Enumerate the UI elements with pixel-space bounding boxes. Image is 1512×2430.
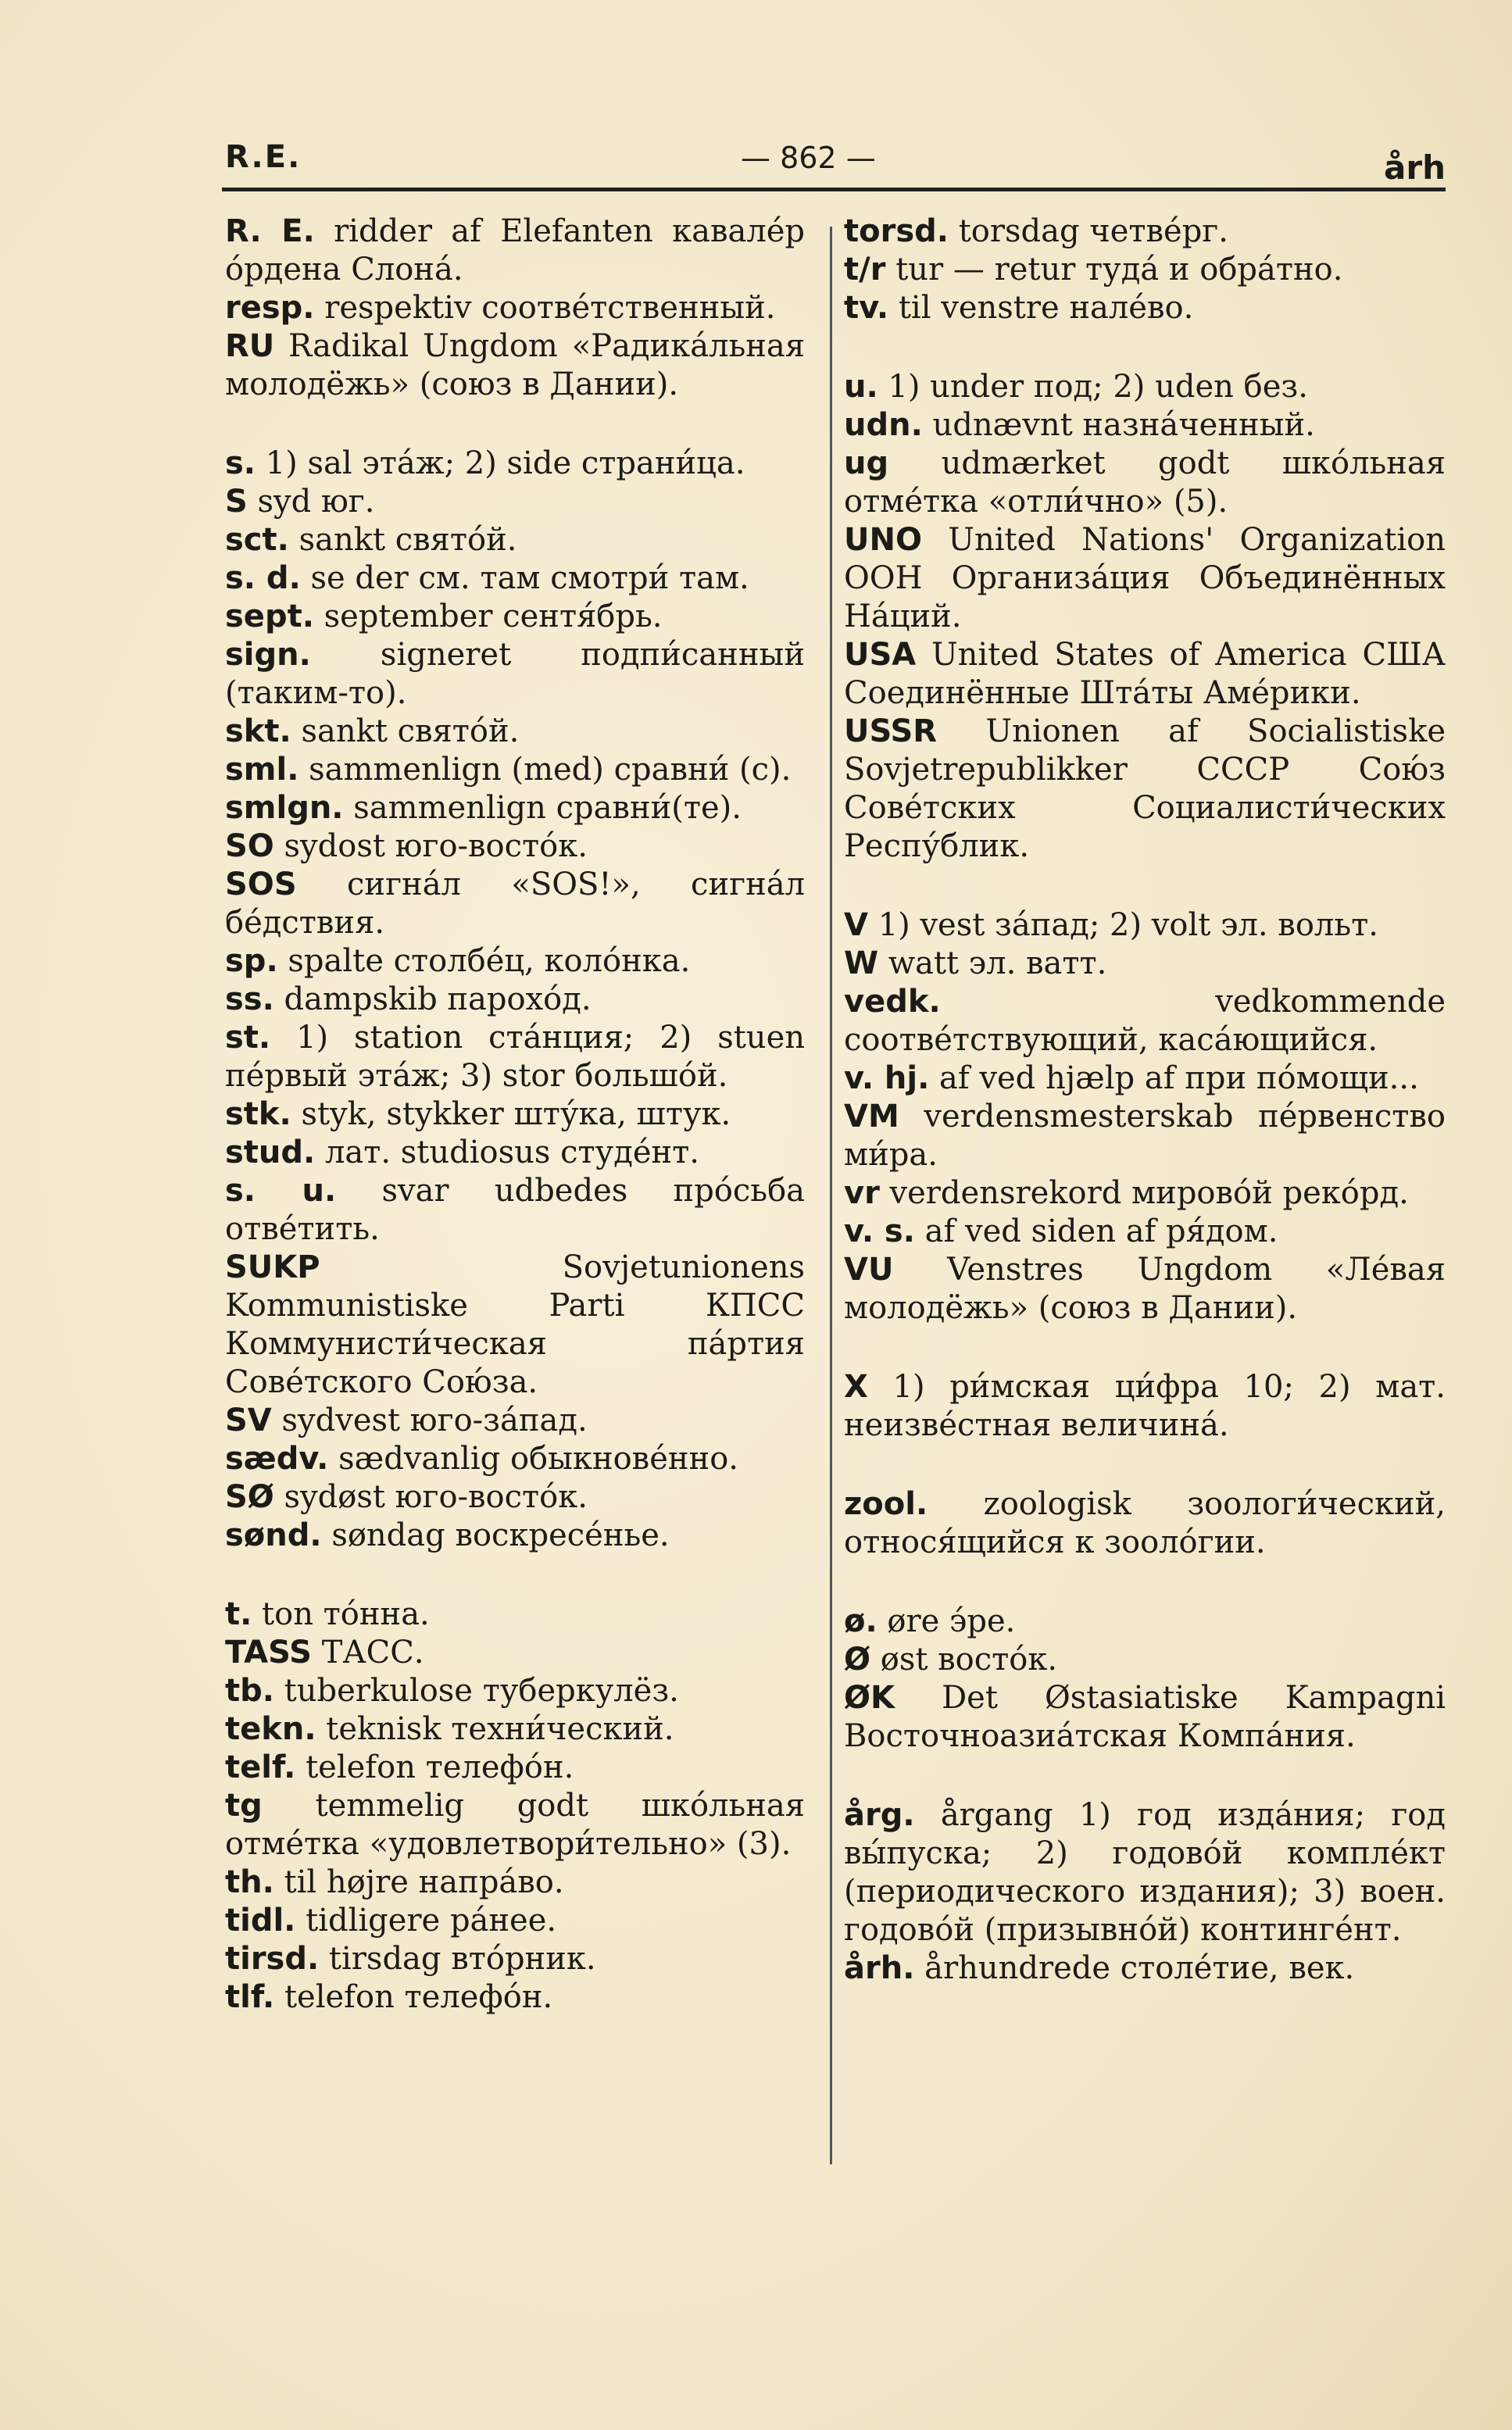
dictionary-entry: [844, 406, 1446, 445]
page-number: — 862 —: [741, 141, 876, 175]
entry-headword: sp.: [225, 943, 278, 979]
dictionary-entry: [225, 713, 805, 751]
entry-definition: temmelig godt шко́льная отме́тка «удовлетвори́тельно» (3).: [225, 1788, 805, 1862]
entry-headword: X: [844, 1369, 868, 1405]
dictionary-entry: [844, 445, 1446, 521]
entry-definition: torsdag четве́рг.: [958, 213, 1228, 249]
entry-definition: se der см. там смотри́ там.: [310, 560, 749, 596]
entry-headword: vedk.: [844, 984, 941, 1020]
entry-definition: tuberkulose туберкулёз.: [284, 1673, 679, 1709]
dictionary-entry: [844, 1251, 1446, 1328]
dictionary-entry: [225, 1864, 805, 1902]
entry-definition: tidligere ра́нее.: [306, 1903, 557, 1939]
entry-headword: sønd.: [225, 1517, 322, 1553]
dictionary-entry: [225, 1634, 805, 1672]
entry-definition: spalte столбе́ц, коло́нка.: [288, 943, 691, 979]
entry-headword: v. hj.: [844, 1060, 930, 1096]
entry-headword: USSR: [844, 713, 938, 749]
entry-headword: SO: [225, 828, 274, 864]
dictionary-entry: [225, 1978, 805, 2017]
entry-headword: tv.: [844, 290, 889, 326]
entry-headword: stud.: [225, 1135, 316, 1170]
dictionary-entry: [225, 866, 805, 942]
entry-definition: sædvanlig обыкнове́нно.: [338, 1441, 738, 1477]
entry-definition: Det Østasiatiske Kampagni Восточноазиа́тская Компа́ния.: [844, 1680, 1446, 1754]
entry-definition: Radikal Ungdom «Радика́льная молодёжь» (союз в Дании).: [225, 328, 805, 402]
entry-headword: vr: [844, 1175, 880, 1211]
dictionary-entry: [225, 1249, 805, 1402]
entry-headword: u.: [844, 369, 878, 405]
entry-headword: årg.: [844, 1797, 915, 1833]
dictionary-entry: [225, 213, 805, 289]
dictionary-entry: [225, 289, 805, 327]
entry-headword: ØK: [844, 1680, 895, 1716]
entry-definition: udnævnt назна́ченный.: [932, 407, 1315, 443]
section-gap: [225, 1555, 805, 1596]
entry-definition: teknisk техни́ческий.: [326, 1711, 674, 1747]
dictionary-entry: [225, 789, 805, 827]
entry-headword: s. u.: [225, 1173, 337, 1209]
entry-definition: svar udbedes про́сьба отве́тить.: [225, 1173, 805, 1247]
entry-headword: Ø: [844, 1642, 871, 1678]
dictionary-entry: [225, 598, 805, 636]
entry-definition: syd юг.: [257, 484, 375, 520]
entry-headword: ø.: [844, 1603, 878, 1639]
dictionary-entry: [225, 445, 805, 483]
entry-headword: RU: [225, 328, 275, 364]
entry-headword: sædv.: [225, 1441, 329, 1477]
dictionary-entry: [225, 827, 805, 866]
dictionary-entry: [225, 1440, 805, 1478]
entry-definition: telefon телефо́н.: [284, 1979, 553, 2015]
dictionary-entry: [225, 1134, 805, 1172]
entry-headword: s.: [225, 445, 256, 481]
entry-definition: сигна́л «SOS!», сигна́л бе́дствия.: [225, 867, 805, 941]
column-divider: [830, 227, 832, 2164]
dictionary-entry: [844, 1796, 1446, 1949]
entry-headword: SØ: [225, 1479, 274, 1515]
entry-definition: sydost юго-восто́к.: [284, 828, 588, 864]
entry-headword: udn.: [844, 407, 923, 443]
entry-headword: t.: [225, 1596, 252, 1632]
header-left-headword: R.E.: [225, 139, 302, 175]
dictionary-entry: [844, 251, 1446, 289]
entry-definition: sydøst юго-восто́к.: [284, 1479, 588, 1515]
entry-headword: R. E.: [225, 213, 315, 249]
entry-headword: resp.: [225, 290, 315, 326]
dictionary-entry: [225, 1172, 805, 1249]
entry-definition: øst восто́к.: [880, 1642, 1058, 1678]
entry-headword: VU: [844, 1252, 894, 1288]
entry-headword: tlf.: [225, 1979, 275, 2015]
entry-definition: århundrede столе́тие, век.: [924, 1950, 1355, 1986]
entry-headword: TASS: [225, 1635, 312, 1671]
entry-definition: til højre напра́во.: [284, 1864, 564, 1900]
entry-definition: 1) station ста́нция; 2) stuen пе́рвый эта́ж; 3) stor большо́й.: [225, 1020, 805, 1094]
entry-definition: 1) vest за́пад; 2) volt эл. вольт.: [878, 907, 1378, 943]
entry-headword: st.: [225, 1020, 271, 1056]
entry-headword: t/r: [844, 252, 886, 288]
entry-definition: årgang 1) год изда́ния; год вы́пуска; 2) годово́й компле́кт (периодического издания); 3) воен. годово́й (призывно́й) континге́нт.: [844, 1797, 1446, 1948]
dictionary-entry: [844, 713, 1446, 866]
entry-definition: sammenlign (med) сравни́ (с).: [309, 752, 792, 788]
dictionary-entry: [844, 368, 1446, 406]
entry-headword: S: [225, 484, 248, 520]
entry-headword: v. s.: [844, 1213, 915, 1249]
entry-definition: af ved hjælp af при по́мощи...: [939, 1060, 1419, 1096]
dictionary-entry: [225, 1787, 805, 1864]
entry-headword: th.: [225, 1864, 274, 1900]
dictionary-entry: [225, 521, 805, 559]
entry-headword: ug: [844, 445, 889, 481]
dictionary-entry: [844, 1603, 1446, 1641]
entry-definition: signeret подпи́санный (таким-то).: [225, 637, 805, 711]
entry-definition: verdensmesterskab пе́рвенство ми́ра.: [844, 1099, 1446, 1173]
entry-headword: sct.: [225, 522, 289, 558]
entry-definition: ton то́нна.: [262, 1596, 430, 1632]
dictionary-entry: [225, 942, 805, 981]
entry-definition: af ved siden af ря́дом.: [924, 1213, 1278, 1249]
entry-definition: 1) ри́мская ци́фра 10; 2) мат. неизве́стная величина́.: [844, 1369, 1446, 1443]
dictionary-entry: [844, 1949, 1446, 1988]
dictionary-entry: [225, 1019, 805, 1095]
entry-definition: ТАСС.: [321, 1635, 424, 1671]
dictionary-entry: [844, 906, 1446, 945]
entry-headword: s. d.: [225, 560, 301, 596]
dictionary-entry: [225, 636, 805, 713]
entry-definition: tur — retur туда́ и обра́тно.: [895, 252, 1343, 288]
dictionary-entry: [844, 289, 1446, 327]
entry-definition: Venstres Ungdom «Ле́вая молодёжь» (союз в Дании).: [844, 1252, 1446, 1326]
entry-headword: telf.: [225, 1749, 296, 1785]
entry-definition: udmærket godt шко́льная отме́тка «отли́чно» (5).: [844, 445, 1446, 520]
entry-headword: tg: [225, 1788, 263, 1824]
entry-definition: 1) under под; 2) uden без.: [888, 369, 1308, 405]
section-gap: [844, 1328, 1446, 1368]
dictionary-entry: [225, 1672, 805, 1710]
entry-headword: smlgn.: [225, 790, 344, 826]
entry-headword: skt.: [225, 713, 291, 749]
section-gap: [844, 327, 1446, 368]
entry-definition: til venstre нале́во.: [898, 290, 1194, 326]
entry-definition: respektiv соотве́тственный.: [324, 290, 776, 326]
dictionary-entry: [225, 559, 805, 598]
entry-definition: zoologisk зоологи́ческий, относя́щийся к зооло́гии.: [844, 1486, 1446, 1560]
entry-definition: sankt свято́й.: [298, 522, 517, 558]
entry-headword: ss.: [225, 981, 274, 1017]
entry-headword: tidl.: [225, 1903, 296, 1939]
section-gap: [844, 1445, 1446, 1485]
section-gap: [844, 1756, 1446, 1796]
entry-headword: tekn.: [225, 1711, 316, 1747]
dictionary-entry: [225, 1478, 805, 1517]
entry-definition: Unionen af Socialistiske Sovjetrepublikker СССР Сою́з Сове́тских Социалисти́ческих Респу́блик.: [844, 713, 1446, 864]
entry-headword: zool.: [844, 1486, 928, 1522]
dictionary-entry: [225, 981, 805, 1019]
entry-definition: United Nations' Organization ООН Организа́ция Объединённых На́ций.: [844, 522, 1446, 634]
section-gap: [225, 404, 805, 445]
entry-definition: United States of America США Соединённые Шта́ты Аме́рики.: [844, 637, 1446, 711]
entry-headword: VM: [844, 1099, 899, 1135]
right-column: [844, 213, 1446, 1988]
dictionary-entry: [844, 1060, 1446, 1098]
dictionary-entry: [225, 1749, 805, 1787]
entry-headword: torsd.: [844, 213, 949, 249]
entry-definition: Sovjetunionens Kommunistiske Parti КПСС Коммунисти́ческая па́ртия Сове́тского Сою́за.: [225, 1249, 805, 1400]
dictionary-entry: [225, 1095, 805, 1134]
section-gap: [844, 1562, 1446, 1603]
dictionary-entry: [225, 1402, 805, 1440]
entry-definition: ridder af Elefanten кавале́р о́рдена Слона́.: [225, 213, 805, 288]
dictionary-entry: [225, 1596, 805, 1634]
dictionary-entry: [225, 483, 805, 521]
entry-headword: sept.: [225, 599, 314, 634]
dictionary-entry: [844, 636, 1446, 713]
dictionary-entry: [844, 945, 1446, 983]
entry-definition: sankt свято́й.: [301, 713, 520, 749]
entry-definition: september сентя́брь.: [323, 599, 663, 634]
entry-headword: W: [844, 945, 879, 981]
entry-headword: SOS: [225, 867, 297, 902]
left-column: [225, 213, 805, 2017]
entry-headword: USA: [844, 637, 917, 673]
dictionary-entry: [844, 1368, 1446, 1445]
dictionary-entry: [225, 327, 805, 404]
entry-definition: styk, stykker шту́ка, штук.: [301, 1096, 731, 1132]
entry-definition: sammenlign сравни́(те).: [353, 790, 742, 826]
dictionary-entry: [225, 1940, 805, 1978]
entry-headword: SUKP: [225, 1249, 320, 1285]
entry-headword: sml.: [225, 752, 299, 788]
dictionary-entry: [844, 521, 1446, 636]
section-gap: [844, 866, 1446, 906]
entry-definition: vedkommende соотве́тствующий, каса́ющийся.: [844, 984, 1446, 1058]
entry-definition: 1) sal эта́ж; 2) side страни́ца.: [265, 445, 745, 481]
dictionary-entry: [844, 1679, 1446, 1756]
page-header: [225, 139, 1446, 186]
entry-headword: UNO: [844, 522, 922, 558]
dictionary-entry: [844, 213, 1446, 251]
entry-headword: V: [844, 907, 868, 943]
header-rule: [222, 188, 1446, 191]
entry-definition: tirsdag вто́рник.: [328, 1941, 596, 1977]
entry-definition: лат. studiosus студе́нт.: [324, 1135, 700, 1170]
entry-headword: SV: [225, 1403, 272, 1438]
entry-definition: søndag воскресе́нье.: [331, 1517, 670, 1553]
dictionary-entry: [844, 1485, 1446, 1562]
entry-headword: tirsd.: [225, 1941, 320, 1977]
entry-headword: stk.: [225, 1096, 291, 1132]
entry-headword: årh.: [844, 1950, 915, 1986]
dictionary-entry: [225, 1710, 805, 1749]
dictionary-entry: [844, 1098, 1446, 1174]
dictionary-entry: [225, 1517, 805, 1555]
dictionary-entry: [844, 1213, 1446, 1251]
dictionary-entry: [844, 1174, 1446, 1213]
entry-definition: sydvest юго-за́пад.: [281, 1403, 588, 1438]
header-right-headword: årh: [1384, 148, 1446, 187]
entry-definition: telefon телефо́н.: [306, 1749, 574, 1785]
entry-definition: øre э́ре.: [887, 1603, 1016, 1639]
dictionary-entry: [225, 751, 805, 789]
dictionary-entry: [844, 1641, 1446, 1679]
entry-definition: dampskib парохо́д.: [284, 981, 592, 1017]
dictionary-entry: [225, 1902, 805, 1940]
entry-definition: verdensrekord мирово́й реко́рд.: [889, 1175, 1409, 1211]
dictionary-entry: [844, 983, 1446, 1060]
entry-headword: tb.: [225, 1673, 274, 1709]
entry-definition: watt эл. ватт.: [888, 945, 1107, 981]
entry-headword: sign.: [225, 637, 311, 673]
